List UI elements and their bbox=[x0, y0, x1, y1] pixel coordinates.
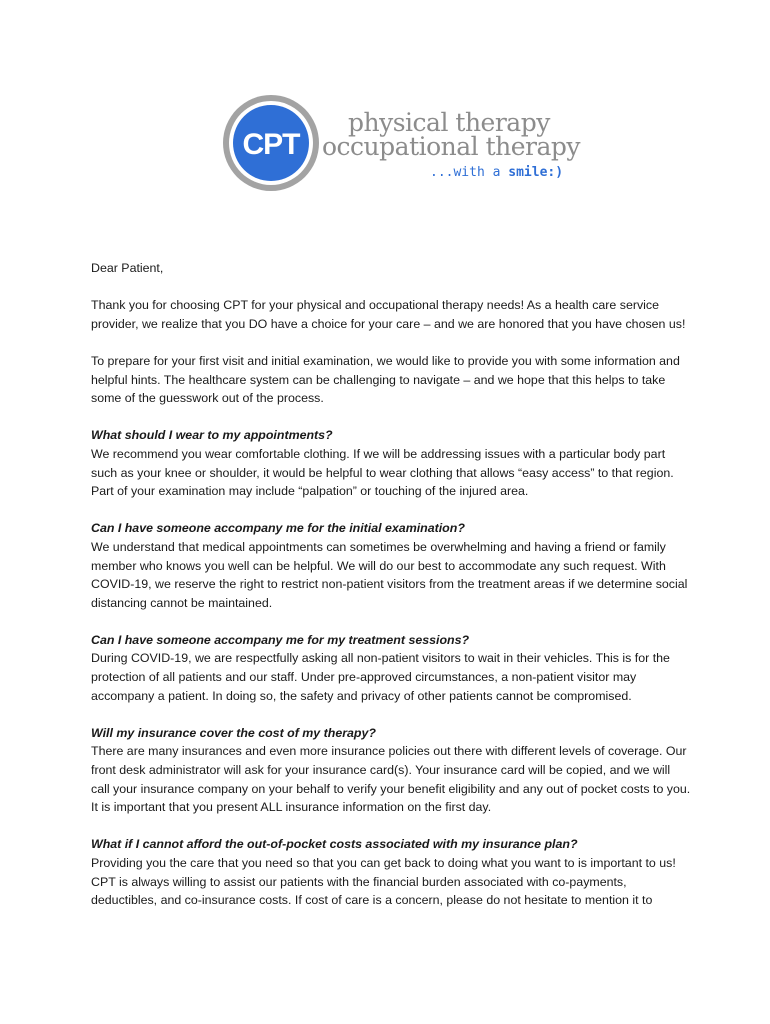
cpt-logo-mark-icon bbox=[222, 94, 320, 192]
salutation: Dear Patient, bbox=[91, 261, 164, 275]
faq-question: What should I wear to my appointments? bbox=[91, 428, 333, 443]
logo-mark-text: CPT bbox=[242, 128, 300, 161]
logo-tagline bbox=[430, 165, 563, 180]
logo-line-physical-therapy: physical therapy bbox=[348, 108, 550, 137]
faq-answer: We understand that medical appointments can sometimes be overwhelming and having a friend or family member who knows you well can be helpful. We will do our best to accommodate any such request. With COVID-19, we reserve the right to restrict non-patient visitors from the treatment areas if we determine social distancing cannot be maintained. bbox=[91, 539, 688, 610]
letter-body bbox=[91, 259, 691, 928]
faq-item-wear bbox=[91, 426, 691, 500]
faq-answer: Providing you the care that you need so that you can get back to doing what you want to is important to us! CPT is always willing to assist our patients with the financial burden associated with co-payments, deductibles, and co-insurance costs. If cost of care is a concern, please do not hesitate to mention it to bbox=[91, 856, 676, 908]
cpt-logo bbox=[222, 94, 581, 194]
logo-tagline-prefix: ...with a bbox=[430, 165, 509, 180]
faq-item-accompany-treatment bbox=[91, 631, 691, 705]
faq-question: Can I have someone accompany me for the initial examination? bbox=[91, 521, 465, 536]
faq-answer: There are many insurances and even more insurance policies out there with different levels of coverage. Our front desk administrator will ask for your insurance card(s). Your insurance card will be copied, and we will call your insurance company on your behalf to verify your benefit eligibility and any out of pocket costs to you. It is important that you present ALL insurance information on the first day. bbox=[91, 744, 691, 815]
faq-item-accompany-initial bbox=[91, 519, 691, 612]
faq-item-afford bbox=[91, 835, 691, 909]
intro-paragraph-2: To prepare for your first visit and initial examination, we would like to provide you with some information and helpful hints. The healthcare system can be challenging to navigate – and we hope that this helps to take some of the guesswork out of the process. bbox=[91, 353, 680, 406]
logo-line-occupational-therapy: occupational therapy bbox=[322, 132, 581, 161]
faq-answer: We recommend you wear comfortable clothing. If we will be addressing issues with a particular body part such as your knee or shoulder, it would be helpful to wear clothing that allows “easy access” to that region. Part of your examination may include “palpation” or touching of the injured area. bbox=[91, 446, 674, 499]
faq-question: Will my insurance cover the cost of my therapy? bbox=[91, 725, 376, 740]
faq-question: Can I have someone accompany me for my treatment sessions? bbox=[91, 632, 470, 647]
faq-question: What if I cannot afford the out-of-pocket costs associated with my insurance plan? bbox=[91, 837, 578, 852]
faq-answer: During COVID-19, we are respectfully asking all non-patient visitors to wait in their vehicles. This is for the protection of all patients and our staff. Under pre-approved circumstances, a non-patient visitor may accompany a patient. In doing so, the safety and privacy of other patients cannot be compromised. bbox=[91, 651, 670, 703]
intro-paragraph-1: Thank you for choosing CPT for your physical and occupational therapy needs! As a health care service provider, we realize that you DO have a choice for your care – and we are honored that you have chosen us! bbox=[91, 298, 686, 331]
logo-tagline-emphasis: smile:) bbox=[508, 165, 564, 180]
faq-item-insurance bbox=[91, 724, 691, 817]
